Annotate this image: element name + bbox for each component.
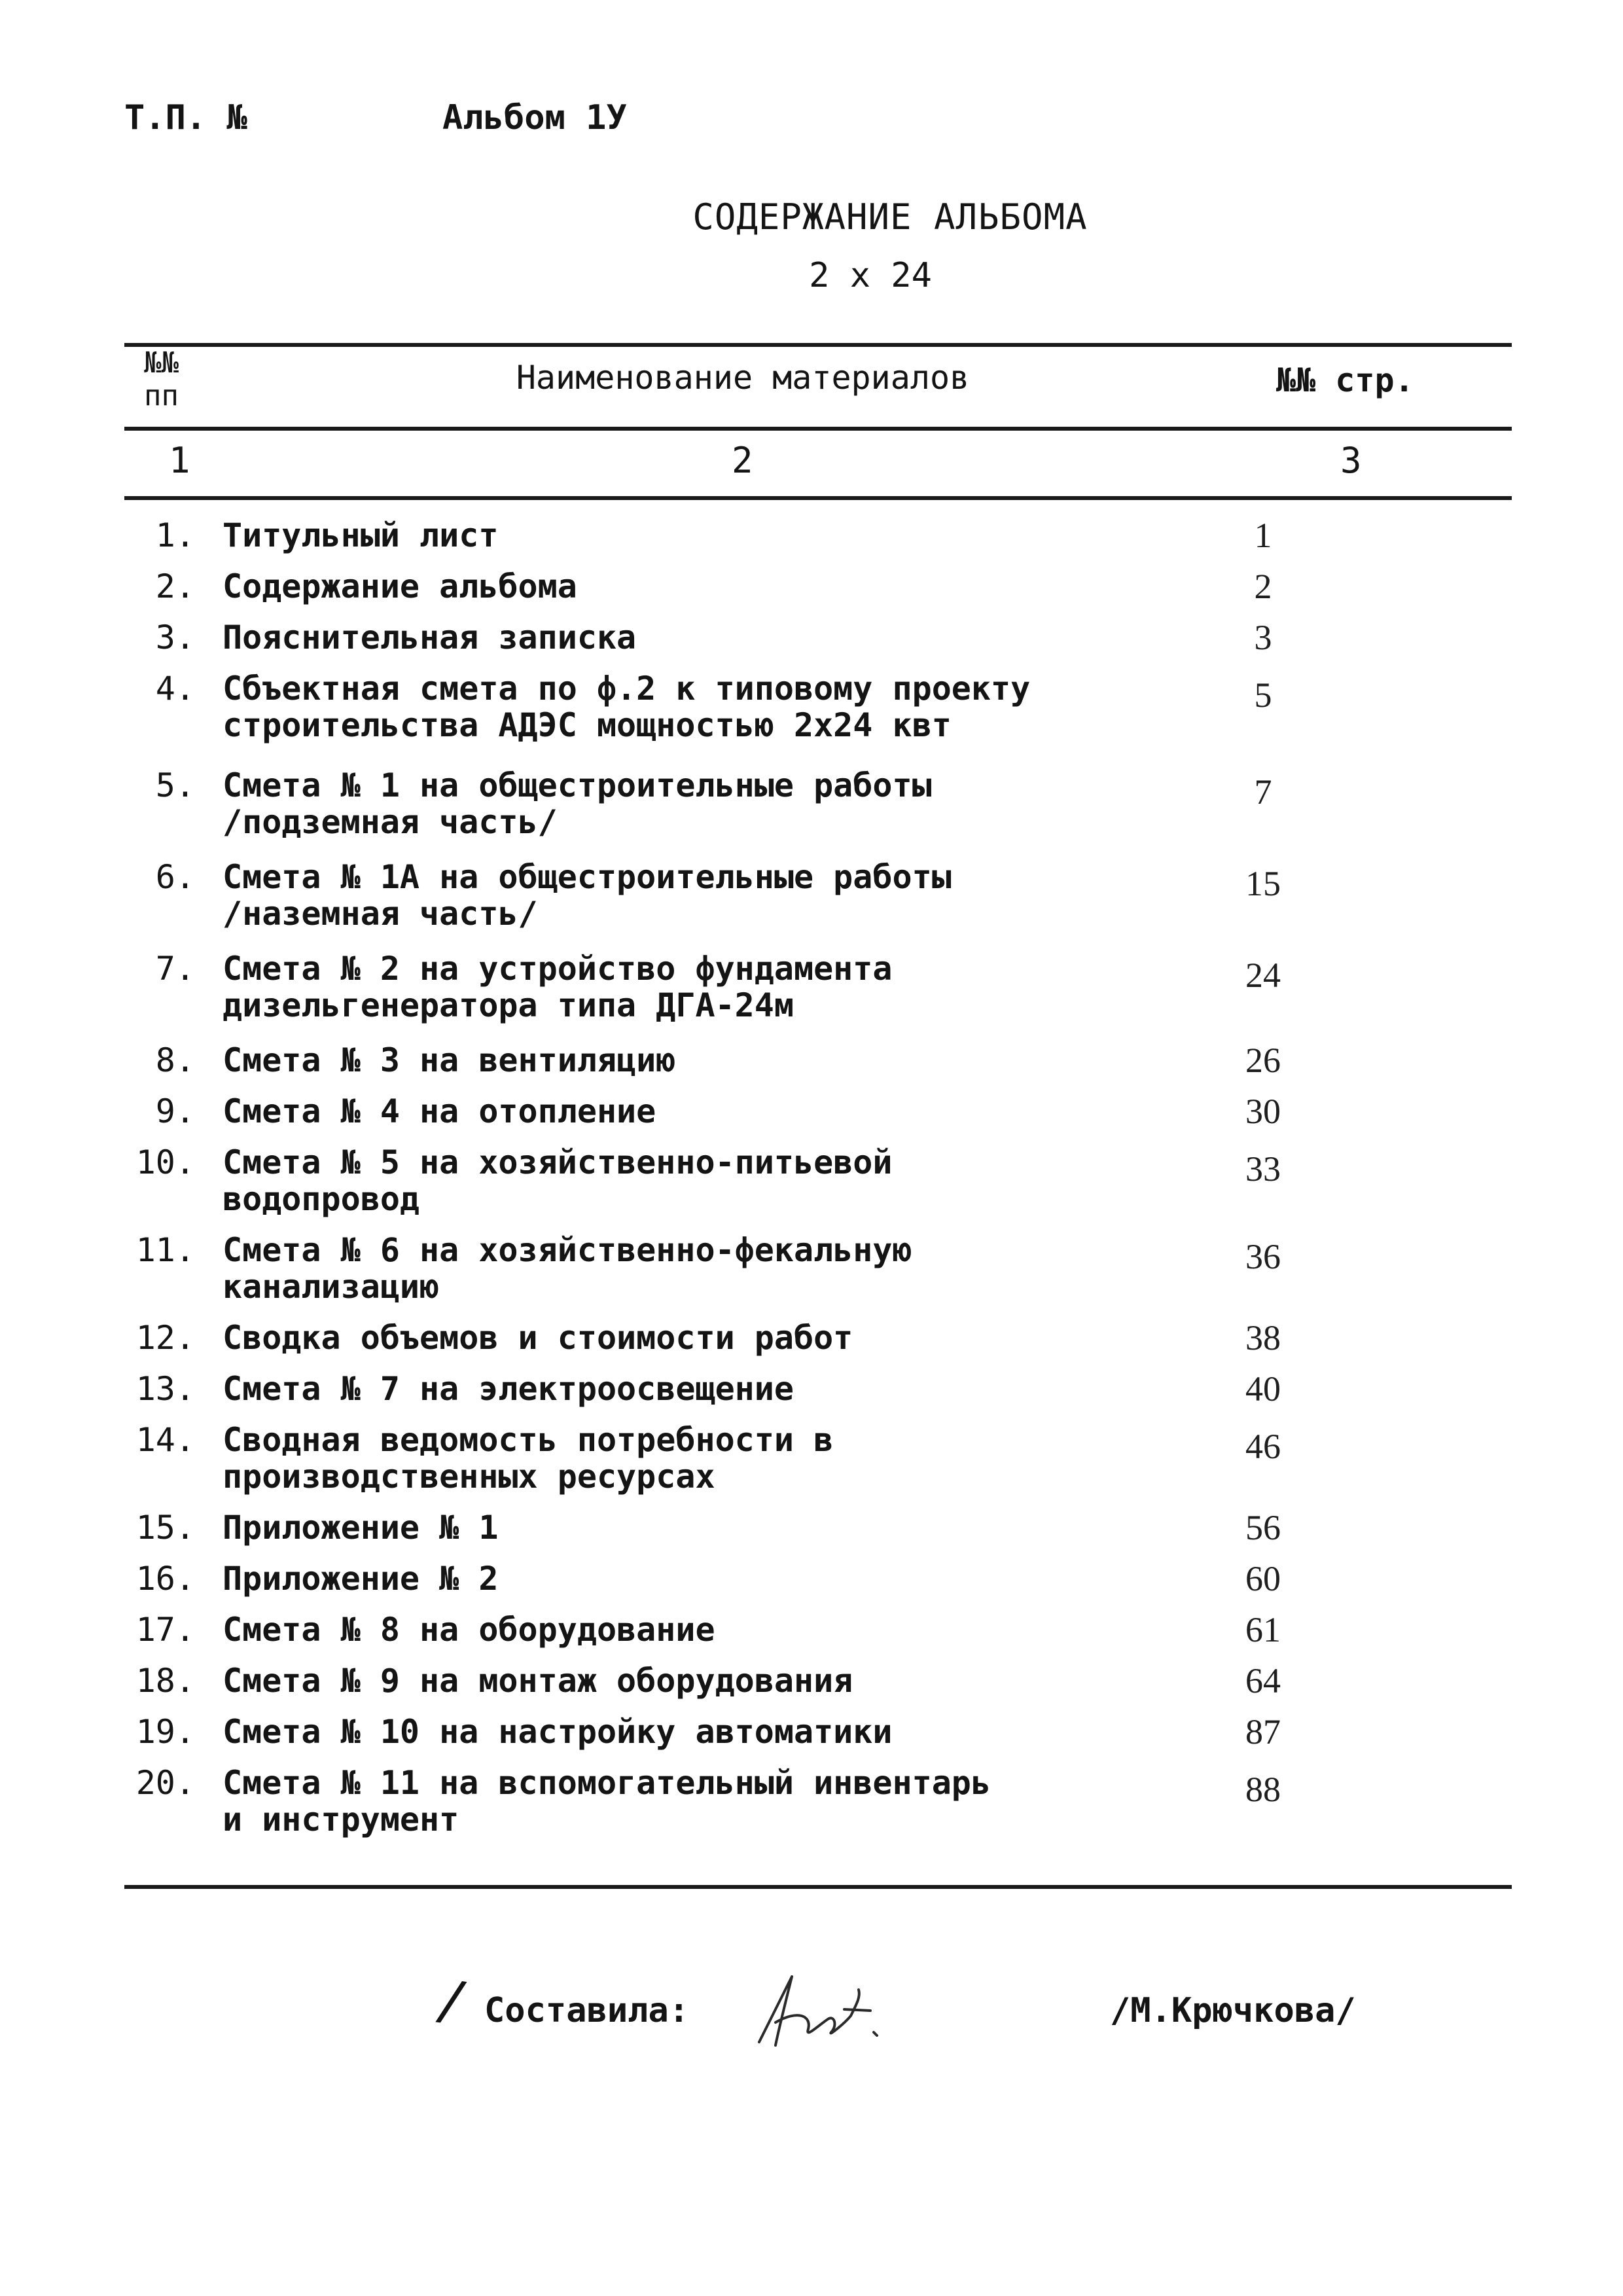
- row-number: 3.: [155, 619, 195, 656]
- row-number: 18.: [135, 1662, 195, 1700]
- row-title: [223, 1611, 1191, 1648]
- row-number: 8.: [155, 1041, 195, 1079]
- row-title: [223, 517, 1191, 554]
- table-row: [0, 517, 1623, 554]
- row-title: [223, 1093, 1191, 1130]
- row-number: 1.: [155, 516, 195, 554]
- column-number-1: 1: [169, 440, 190, 481]
- row-number: 16.: [135, 1560, 195, 1598]
- row-number: 2.: [155, 567, 195, 605]
- row-title: [223, 1319, 1191, 1356]
- signatory-name: /М.Крючкова/: [1110, 1991, 1356, 2030]
- row-title-line: Смета № 8 на оборудование: [223, 1611, 715, 1649]
- row-title: [223, 1509, 1191, 1546]
- row-number: 9.: [155, 1092, 195, 1130]
- row-title-line: Приложение № 1: [223, 1509, 499, 1547]
- table-bottom-rule: [124, 1885, 1512, 1889]
- table-row: [0, 1662, 1623, 1699]
- row-title-line: Сбъектная смета по ф.2 к типовому проекту: [223, 670, 1031, 708]
- row-number: 13.: [135, 1370, 195, 1408]
- row-number: 4.: [155, 670, 195, 708]
- row-number: 17.: [135, 1611, 195, 1649]
- row-page-number: 24: [1245, 956, 1281, 995]
- contents-table: [0, 517, 1623, 1838]
- row-page-number: 88: [1245, 1770, 1281, 1809]
- row-title-line: Сводка объемов и стоимости работ: [223, 1319, 853, 1357]
- row-title: [223, 1371, 1191, 1407]
- table-row: [0, 670, 1623, 744]
- column-number-rule: [124, 496, 1512, 500]
- table-row: [0, 619, 1623, 656]
- row-title-line: Смета № 7 на электроосвещение: [223, 1370, 794, 1408]
- row-title: [223, 1232, 1191, 1305]
- table-row: [0, 1144, 1623, 1217]
- row-title-line: /наземная часть/: [223, 895, 538, 933]
- row-title: [223, 568, 1191, 605]
- row-page-number: 60: [1245, 1559, 1281, 1598]
- row-title-line: Смета № 9 на монтаж оборудования: [223, 1662, 853, 1700]
- page-subtitle: 2 х 24: [809, 256, 932, 295]
- row-title-line: Пояснительная записка: [223, 619, 637, 656]
- table-row: [0, 1422, 1623, 1495]
- row-title-line: Смета № 1А на общестроительные работы: [223, 858, 952, 896]
- row-number: 20.: [135, 1764, 195, 1802]
- row-page-number: 38: [1245, 1318, 1281, 1357]
- row-title: [223, 950, 1191, 1024]
- row-title-line: дизельгенератора типа ДГА-24м: [223, 986, 794, 1024]
- row-title-line: строительства АДЭС мощностью 2х24 квт: [223, 706, 952, 744]
- row-title-line: Титульный лист: [223, 516, 499, 554]
- row-title-line: Смета № 3 на вентиляцию: [223, 1041, 676, 1079]
- row-number: 10.: [135, 1143, 195, 1181]
- row-title-line: Приложение № 2: [223, 1560, 499, 1598]
- row-page-number: 64: [1245, 1661, 1281, 1700]
- row-title: [223, 670, 1191, 744]
- table-row: [0, 1042, 1623, 1079]
- row-page-number: 40: [1245, 1369, 1281, 1408]
- row-page-number: 7: [1254, 772, 1272, 812]
- row-number: 11.: [135, 1231, 195, 1269]
- title-block: [0, 196, 1623, 295]
- row-page-number: 56: [1245, 1508, 1281, 1547]
- row-title: [223, 1765, 1191, 1838]
- table-row: [0, 1560, 1623, 1597]
- row-page-number: 30: [1245, 1092, 1281, 1131]
- slash-mark: /: [431, 1968, 473, 2034]
- header-name: Наименование материалов: [516, 359, 970, 397]
- project-number-label: Т.П. №: [124, 98, 247, 137]
- signature-label: Составила:: [484, 1991, 690, 2030]
- header-page: №№ стр.: [1276, 361, 1414, 399]
- table-row: [0, 568, 1623, 605]
- row-title-line: Смета № 10 на настройку автоматики: [223, 1713, 893, 1751]
- row-title: [223, 1662, 1191, 1699]
- table-row: [0, 1371, 1623, 1407]
- row-title: [223, 619, 1191, 656]
- row-title-line: Смета № 11 на вспомогательный инвентарь: [223, 1764, 991, 1802]
- row-title-line: Сводная ведомость потребности в: [223, 1421, 834, 1459]
- row-title-line: /подземная часть/: [223, 803, 558, 841]
- row-title: [223, 1144, 1191, 1217]
- table-row: [0, 1509, 1623, 1546]
- row-title-line: Смета № 2 на устройство фундамента: [223, 950, 893, 988]
- table-row: [0, 767, 1623, 840]
- row-title: [223, 1713, 1191, 1750]
- row-page-number: 87: [1245, 1712, 1281, 1751]
- table-row: [0, 1093, 1623, 1130]
- handwritten-signature: [746, 1964, 890, 2055]
- row-page-number: 1: [1254, 516, 1272, 555]
- table-row: [0, 950, 1623, 1024]
- table-row: [0, 1713, 1623, 1750]
- row-title: [223, 859, 1191, 932]
- row-page-number: 3: [1254, 618, 1272, 657]
- row-title-line: Смета № 6 на хозяйственно-фекальную: [223, 1231, 912, 1269]
- row-title: [223, 1560, 1191, 1597]
- row-title: [223, 1042, 1191, 1079]
- row-number: 7.: [155, 950, 195, 988]
- column-number-3: 3: [1340, 440, 1362, 481]
- row-page-number: 46: [1245, 1427, 1281, 1466]
- row-title-line: Содержание альбома: [223, 567, 577, 605]
- row-number: 19.: [135, 1713, 195, 1751]
- header-rule: [124, 427, 1512, 431]
- column-number-2: 2: [732, 440, 753, 481]
- row-page-number: 5: [1254, 675, 1272, 715]
- row-number: 6.: [155, 858, 195, 896]
- row-title-line: Смета № 5 на хозяйственно-питьевой: [223, 1143, 893, 1181]
- row-number: 5.: [155, 766, 195, 804]
- row-title-line: Смета № 4 на отопление: [223, 1092, 656, 1130]
- row-number: 12.: [135, 1319, 195, 1357]
- row-number: 14.: [135, 1421, 195, 1459]
- table-row: [0, 1765, 1623, 1838]
- table-row: [0, 859, 1623, 932]
- row-page-number: 26: [1245, 1041, 1281, 1080]
- row-title-line: Смета № 1 на общестроительные работы: [223, 766, 932, 804]
- header-number-line: пп: [144, 379, 179, 412]
- row-page-number: 61: [1245, 1610, 1281, 1649]
- row-title: [223, 767, 1191, 840]
- table-row: [0, 1319, 1623, 1356]
- row-number: 15.: [135, 1509, 195, 1547]
- row-title-line: и инструмент: [223, 1801, 459, 1839]
- table-row: [0, 1232, 1623, 1305]
- row-title-line: водопровод: [223, 1180, 420, 1218]
- row-page-number: 33: [1245, 1149, 1281, 1189]
- row-title: [223, 1422, 1191, 1495]
- album-label: Альбом 1У: [442, 98, 627, 137]
- table-top-rule: [124, 343, 1512, 347]
- row-title-line: производственных ресурсах: [223, 1458, 715, 1496]
- row-page-number: 15: [1245, 864, 1281, 903]
- page-title: СОДЕРЖАНИЕ АЛЬБОМА: [692, 196, 1088, 238]
- header-number-line: №№: [144, 346, 179, 380]
- row-title-line: канализацию: [223, 1268, 440, 1306]
- row-page-number: 36: [1245, 1237, 1281, 1276]
- table-row: [0, 1611, 1623, 1648]
- row-page-number: 2: [1254, 567, 1272, 606]
